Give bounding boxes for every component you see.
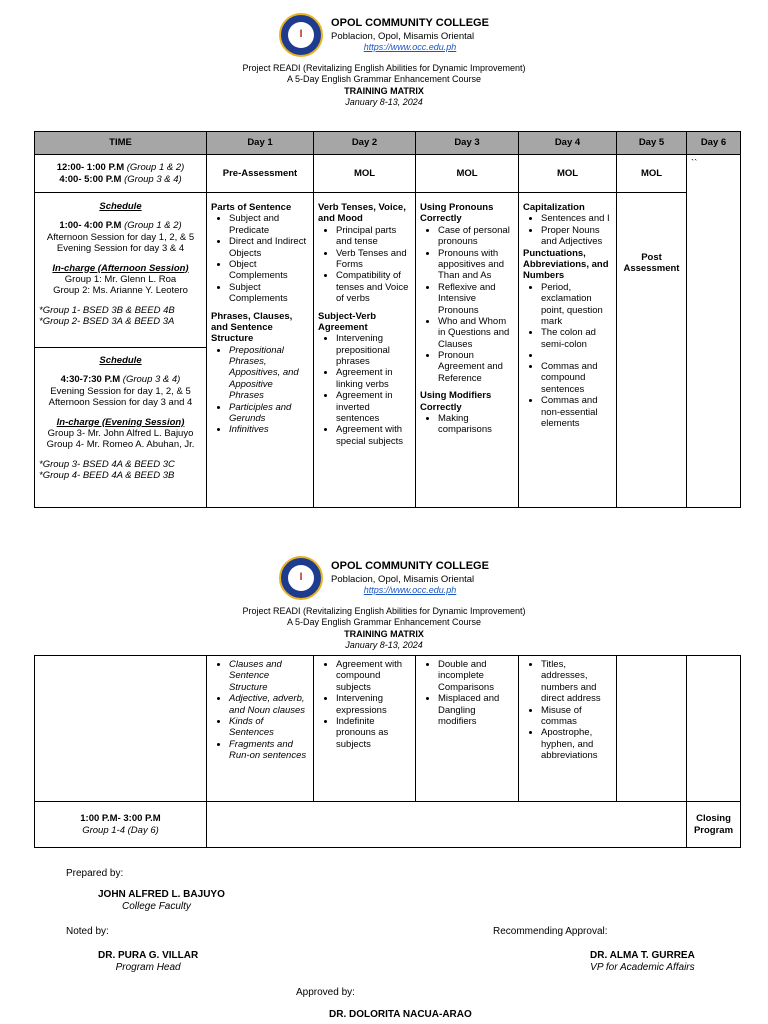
school-address: Poblacion, Opol, Misamis Oriental: [331, 573, 475, 585]
list-item: • Subject Complements: [229, 282, 309, 305]
school-name: OPOL COMMUNITY COLLEGE: [331, 17, 489, 30]
list-item: • Reflexive and Intensive Pronouns: [438, 282, 514, 316]
day4-topics-continued: [519, 656, 617, 802]
list-item: • Adjective, adverb, and Noun clauses: [229, 693, 309, 716]
header-day6: Day 6: [687, 132, 741, 155]
school-name: OPOL COMMUNITY COLLEGE: [331, 560, 489, 573]
list-item: • Who and Whom in Questions and Clauses: [438, 316, 514, 350]
list-item: • Direct and Indirect Objects: [229, 236, 309, 259]
list-item: • Proper Nouns and Adjectives: [541, 225, 612, 248]
list-item: • Agreement in linking verbs: [336, 367, 411, 390]
list-item: • Misuse of commas: [541, 705, 612, 728]
day2-topics-continued: [314, 656, 416, 802]
header-time: TIME: [35, 132, 207, 155]
list-item: • Infinitives: [229, 424, 309, 435]
list-item: • Prepositional Phrases, Appositives, and Appositive Phrases: [229, 345, 309, 402]
list-item: • Kinds of Sentences: [229, 716, 309, 739]
list-item: • The colon ad semi-colon: [541, 327, 612, 350]
list-item: • Fragments and Run-on sentences: [229, 739, 309, 762]
day1-topics-continued: [207, 656, 314, 802]
day5-continued-cell: [617, 656, 687, 802]
day6-continued-cell: [687, 656, 741, 802]
list-item: [541, 350, 612, 361]
day2-topics: Verb Tenses, Voice, and Mood • Principal parts and tense • Verb Tenses and Forms • Compatibility of tenses and Voice of verbs Subject-Verb Agreement • Intervening prepositional phrases • Agreement in linking verbs • Agreement in inverted sentences • Agreement with special subjects: [314, 193, 416, 508]
prepared-by-block: [98, 889, 225, 913]
header-day5: Day 5: [617, 132, 687, 155]
prepared-by-name: JOHN ALFRED L. BAJUYO: [98, 889, 225, 900]
schedule-afternoon: Schedule 1:00- 4:00 P.M (Group 1 & 2) Afternoon Session for day 1, 2, & 5 Evening Session for day 3 & 4 In-charge (Afternoon Session) Group 1: Mr. Glenn L. Roa Group 2: Ms. Arianne Y. Leotero *Group 1- BSED 3B & BEED 4B *Group 2- BSED 3A & BEED 3A: [35, 193, 207, 348]
header-day3: Day 3: [416, 132, 519, 155]
list-item: • Agreement in inverted sentences: [336, 390, 411, 424]
recommending-block: [590, 950, 695, 974]
course-line: A 5-Day English Grammar Enhancement Course: [286, 617, 482, 628]
list-item: • Period, exclamation point, question mark: [541, 282, 612, 328]
row1-day4: MOL: [519, 155, 617, 193]
course-line: A 5-Day English Grammar Enhancement Course: [286, 74, 482, 85]
row1-day1: Pre-Assessment: [207, 155, 314, 193]
doc-dates: January 8-13, 2024: [345, 639, 423, 650]
list-item: • Participles and Gerunds: [229, 402, 309, 425]
noted-by-label: Noted by:: [66, 926, 109, 937]
list-item: • Agreement with compound subjects: [336, 659, 411, 693]
doc-title: TRAINING MATRIX: [344, 628, 424, 639]
prepared-by-label: Prepared by:: [66, 868, 124, 879]
row1-day2: MOL: [314, 155, 416, 193]
recommending-label: Recommending Approval:: [493, 926, 608, 937]
approved-by-label: Approved by:: [296, 987, 355, 998]
closing-program: Closing Program: [687, 802, 741, 848]
page-header-2: [0, 556, 768, 651]
header-day1: Day 1: [207, 132, 314, 155]
list-item: • Compatibility of tenses and Voice of verbs: [336, 270, 411, 304]
day3-topics-continued: [416, 656, 519, 802]
final-row-empty: [207, 802, 687, 848]
noted-by-role: Program Head: [115, 962, 181, 973]
list-item: • Agreement with special subjects: [336, 424, 411, 447]
project-line: Project READI (Revitalizing English Abilities for Dynamic Improvement): [242, 63, 526, 73]
list-item: • Verb Tenses and Forms: [336, 248, 411, 271]
list-item: • Pronoun Agreement and Reference: [438, 350, 514, 384]
day5-post-assessment: Post Assessment: [617, 193, 687, 508]
list-item: • Double and incomplete Comparisons: [438, 659, 514, 693]
list-item: • Pronouns with appositives and Than and As: [438, 248, 514, 282]
recommending-name: DR. ALMA T. GURREA: [590, 950, 695, 961]
row1-day3: MOL: [416, 155, 519, 193]
prepared-by-role: College Faculty: [122, 901, 191, 912]
list-item: • Principal parts and tense: [336, 225, 411, 248]
continued-time-cell: [35, 656, 207, 802]
training-matrix-table: [34, 131, 741, 508]
doc-title: TRAINING MATRIX: [344, 85, 424, 96]
row1-day5: MOL: [617, 155, 687, 193]
list-item: • Indefinite pronouns as subjects: [336, 716, 411, 750]
row1-time: 12:00- 1:00 P.M (Group 1 & 2) 4:00- 5:00 P.M (Group 3 & 4): [35, 155, 207, 193]
day3-topics: Using Pronouns Correctly • Case of personal pronouns • Pronouns with appositives and Than and As • Reflexive and Intensive Pronouns • Who and Whom in Questions and Clauses • Pronoun Agreement and Reference Using Modifiers Correctly • Making comparisons: [416, 193, 519, 508]
schedule-evening: Schedule 4:30-7:30 P.M (Group 3 & 4) Evening Session for day 1, 2, & 5 Afternoon Session for day 3 and 4 In-charge (Evening Session) Group 3- Mr. John Alfred L. Bajuyo Group 4- Mr. Romeo A. Abuhan, Jr. *Group 3- BSED 4A & BEED 3C *Group 4- BEED 4A & BEED 3B: [35, 348, 207, 508]
approved-by-name: DR. DOLORITA NACUA-ARAO: [329, 1009, 472, 1020]
school-address: Poblacion, Opol, Misamis Oriental: [331, 30, 475, 42]
list-item: • Titles, addresses, numbers and direct address: [541, 659, 612, 705]
day6-column-cell: ``: [687, 155, 741, 508]
list-item: • Commas and compound sentences: [541, 361, 612, 395]
header-day2: Day 2: [314, 132, 416, 155]
day4-topics: Capitalization • Sentences and I • Proper Nouns and Adjectives Punctuations, Abbreviations, and Numbers • Period, exclamation point, question mark • The colon ad semi-colon • • Commas and compound sentences • Commas and non-essential elements: [519, 193, 617, 508]
college-logo-icon: I: [279, 556, 323, 600]
header-day4: Day 4: [519, 132, 617, 155]
list-item: • Intervening expressions: [336, 693, 411, 716]
list-item: • Misplaced and Dangling modifiers: [438, 693, 514, 727]
training-matrix-table-continued: [34, 655, 741, 848]
list-item: • Intervening prepositional phrases: [336, 333, 411, 367]
recommending-role: VP for Academic Affairs: [590, 962, 695, 973]
page-header-1: [0, 13, 768, 108]
doc-dates: January 8-13, 2024: [345, 96, 423, 107]
list-item: • Sentences and I: [541, 213, 612, 224]
list-item: • Case of personal pronouns: [438, 225, 514, 248]
list-item: • Commas and non-essential elements: [541, 395, 612, 429]
final-row-time: 1:00 P.M- 3:00 P.M Group 1-4 (Day 6): [35, 802, 207, 848]
project-line: Project READI (Revitalizing English Abilities for Dynamic Improvement): [242, 606, 526, 616]
list-item: • Apostrophe, hyphen, and abbreviations: [541, 727, 612, 761]
school-website-link[interactable]: https://www.occ.edu.ph: [363, 584, 457, 595]
list-item: • Object Complements: [229, 259, 309, 282]
list-item: • Clauses and Sentence Structure: [229, 659, 309, 693]
list-item: • Making comparisons: [438, 413, 514, 436]
day1-topics: Parts of Sentence • Subject and Predicate • Direct and Indirect Objects • Object Complements • Subject Complements Phrases, Clauses, and Sentence Structure • Prepositional Phrases, Appositives, and Appositive Phrases • Participles and Gerunds • Infinitives: [207, 193, 314, 508]
list-item: • Subject and Predicate: [229, 213, 309, 236]
noted-by-block: [98, 950, 198, 974]
school-website-link[interactable]: https://www.occ.edu.ph: [363, 41, 457, 52]
noted-by-name: DR. PURA G. VILLAR: [98, 950, 199, 961]
college-logo-icon: I: [279, 13, 323, 57]
